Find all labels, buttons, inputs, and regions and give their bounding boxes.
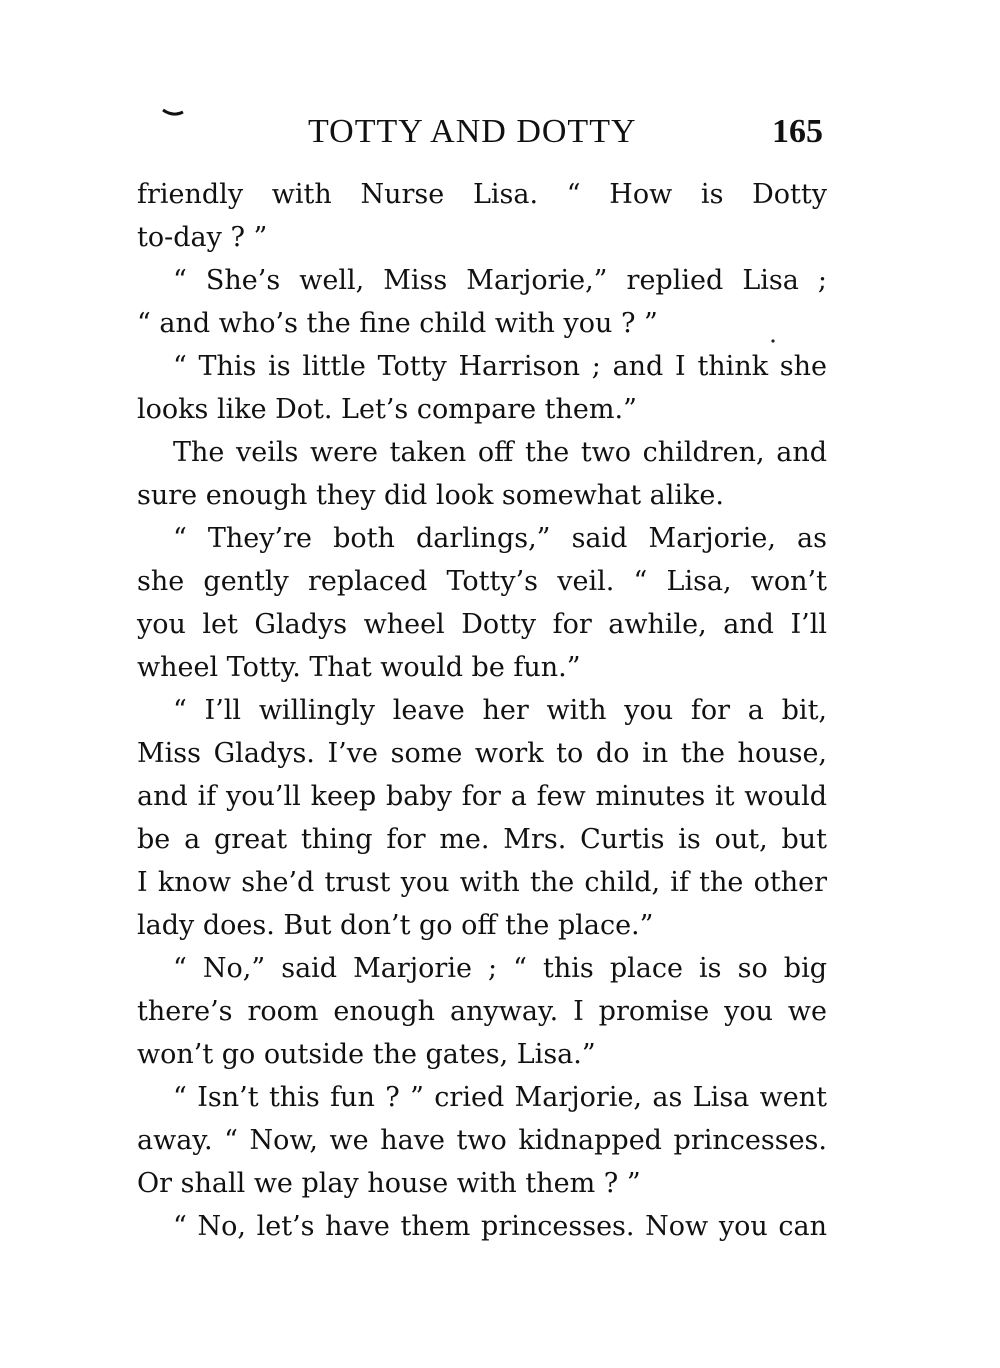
running-title: TOTTY AND DOTTY bbox=[308, 113, 637, 150]
text-line: away. “ Now, we have two kidnapped princesses. bbox=[137, 1125, 827, 1156]
text-line: be a great thing for me. Mrs. Curtis is out, but bbox=[137, 824, 827, 855]
text-line: lady does. But don’t go off the place.” bbox=[137, 910, 654, 941]
text-line: sure enough they did look somewhat alike. bbox=[137, 480, 724, 511]
text-line: “ This is little Totty Harrison ; and I think she bbox=[173, 351, 827, 382]
text-line: “ and who’s the fine child with you ? ” bbox=[137, 308, 658, 339]
text-line: Miss Gladys. I’ve some work to do in the house, bbox=[137, 738, 827, 769]
printer-mark bbox=[162, 108, 184, 118]
text-line: “ No,” said Marjorie ; “ this place is so big bbox=[173, 953, 827, 984]
text-line: “ No, let’s have them princesses. Now you can bbox=[173, 1211, 827, 1242]
text-line: “ They’re both darlings,” said Marjorie, as bbox=[173, 523, 827, 554]
text-line: you let Gladys wheel Dotty for awhile, and I’ll bbox=[137, 609, 827, 640]
text-line: The veils were taken off the two children, and bbox=[173, 437, 827, 468]
text-line: looks like Dot. Let’s compare them.” bbox=[137, 394, 637, 425]
text-line: friendly with Nurse Lisa. “ How is Dotty bbox=[137, 179, 827, 210]
text-line: won’t go outside the gates, Lisa.” bbox=[137, 1039, 596, 1070]
speck bbox=[771, 328, 775, 332]
text-line: she gently replaced Totty’s veil. “ Lisa, won’t bbox=[137, 566, 827, 597]
text-line: to-day ? ” bbox=[137, 222, 268, 253]
text-line: “ She’s well, Miss Marjorie,” replied Lisa ; bbox=[173, 265, 827, 296]
text-line: and if you’ll keep baby for a few minutes it would bbox=[137, 781, 827, 812]
text-line: wheel Totty. That would be fun.” bbox=[137, 652, 581, 683]
text-line: “ Isn’t this fun ? ” cried Marjorie, as Lisa went bbox=[173, 1082, 827, 1113]
text-line: Or shall we play house with them ? ” bbox=[137, 1168, 641, 1199]
text-line: I know she’d trust you with the child, if the other bbox=[137, 867, 827, 898]
text-line: there’s room enough anyway. I promise you we bbox=[137, 996, 827, 1027]
page-number: 165 bbox=[772, 113, 823, 150]
body-text bbox=[137, 173, 827, 1248]
text-line: “ I’ll willingly leave her with you for a bit, bbox=[173, 695, 827, 726]
